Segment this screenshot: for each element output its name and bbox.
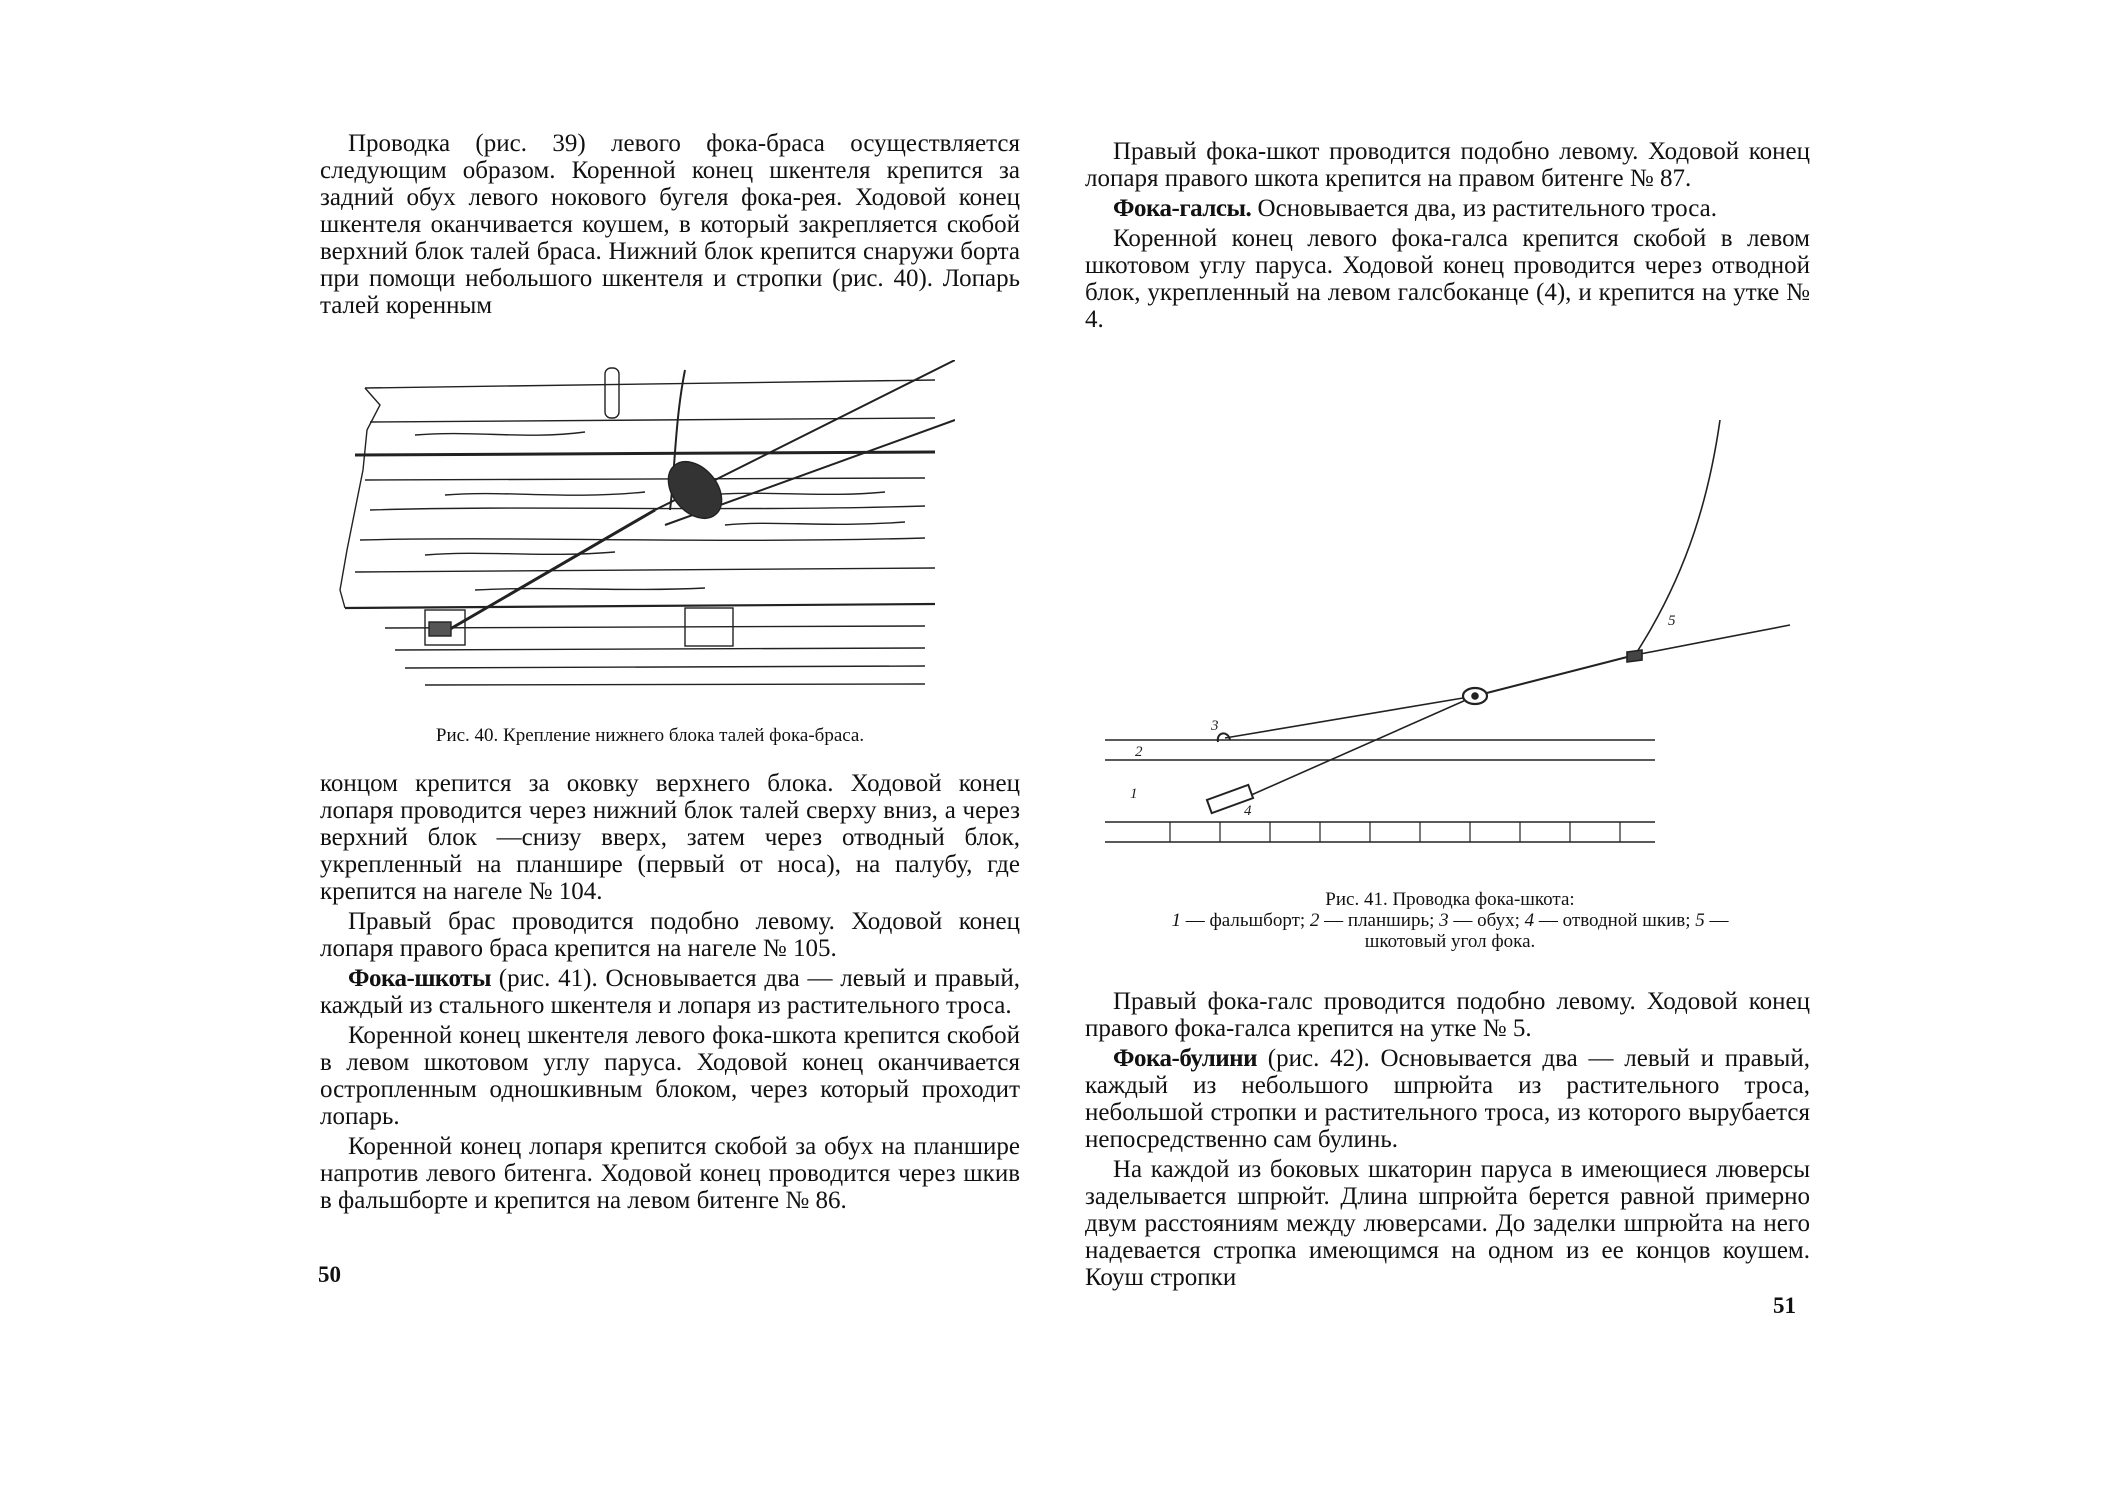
figure41-label-1: 1 [1130, 786, 1138, 802]
legend-num-4: 4 [1524, 910, 1535, 931]
paragraph-foka-shkoty [320, 965, 1020, 1019]
right-page [1085, 138, 1810, 333]
legend-num-1: 1 [1171, 910, 1181, 931]
paragraph-right-shkot: Правый фока-шкот проводится подобно левому. Ходовой конец лопаря правого шкота крепится на правом битенге № 87. [1085, 138, 1810, 192]
legend-text-2: — планширь; [1319, 910, 1440, 931]
figure-40-illustration [325, 360, 955, 700]
term-foka-shkoty: Фока-шкоты [348, 965, 491, 992]
paragraph-korennoy-gals: Коренной конец левого фока-галса крепится скобой в левом шкотовом углу паруса. Ходовой конец проводится через отводной блок, укрепленный на левом галсбоканце (4), и крепится на утке № 4. [1085, 225, 1810, 333]
left-page [320, 130, 1020, 319]
paragraph-foka-galsy [1085, 195, 1810, 222]
legend-text-1: — фальшборт; [1180, 910, 1310, 931]
right-page-number: 51 [1773, 1293, 1796, 1318]
legend-text-5: — шкотовый угол фока. [1364, 910, 1729, 952]
legend-text-3: — обух; [1448, 910, 1525, 931]
paragraph-right-gals: Правый фока-галс проводится подобно левому. Ходовой конец правого фока-галса крепится на утке № 5. [1085, 988, 1810, 1042]
figure-41-caption [1160, 889, 1740, 952]
figure41-label-4: 4 [1244, 803, 1252, 819]
term-foka-bulini: Фока-булини [1113, 1045, 1257, 1072]
figure41-label-3: 3 [1211, 718, 1219, 734]
figure41-label-5: 5 [1668, 613, 1676, 629]
foka-bulini-text: (рис. 42). Основывается два — левый и правый, каждый из небольшого шпрюйта из растительного троса, небольшой стропки и растительного троса, из которого вырубается непосредственно сам булинь. [1085, 1045, 1810, 1153]
paragraph-korennoy-shkentel: Коренной конец шкентеля левого фока-шкота крепится скобой в левом шкотовом углу паруса. Ходовой конец оканчивается остропленным одношкивным блоком, через который проходит лопарь. [320, 1022, 1020, 1130]
legend-num-2: 2 [1309, 910, 1320, 931]
right-page-continued [1085, 988, 1810, 1291]
paragraph-korennoy-lopar: Коренной конец лопаря крепится скобой за обух на планшире напротив левого битенга. Ходовой конец проводится через шкив в фальшборте и крепится на левом битенге № 86. [320, 1133, 1020, 1214]
foka-shkoty-text: (рис. 41). Основывается два — левый и правый, каждый из стального шкентеля и лопаря из растительного троса. [320, 965, 1020, 1019]
paragraph-lopar-continuation: концом крепится за оковку верхнего блока. Ходовой конец лопаря проводится через нижний блок талей сверху вниз, а через верхний блок —снизу вверх, затем через отводный блок, укрепленный на планшире (первый от носа), на палубу, где крепится на нагеле № 104. [320, 770, 1020, 905]
left-page-continued [320, 770, 1020, 1214]
left-page-number: 50 [318, 1262, 341, 1287]
legend-num-5: 5 [1695, 910, 1705, 931]
paragraph-shpryuyt: На каждой из боковых шкаторин паруса в имеющиеся люверсы заделывается шпрюйт. Длина шпрюйта берется равной примерно двум расстояниям между люверсами. До заделки шпрюйта на него надевается стропка имеющимся на одном из ее концов коушем. Коуш стропки [1085, 1156, 1810, 1291]
figure-40-caption: Рис. 40. Крепление нижнего блока талей фока-браса. [435, 725, 865, 746]
figure-41-diagram [1090, 420, 1810, 860]
paragraph-right-bras: Правый брас проводится подобно левому. Ходовой конец лопаря правого браса крепится на нагеле № 105. [320, 908, 1020, 962]
legend-num-3: 3 [1439, 910, 1449, 931]
foka-galsy-text: Основывается два, из растительного троса. [1251, 195, 1717, 222]
figure41-caption-title: Рис. 41. Проводка фока-шкота: [1325, 889, 1575, 910]
paragraph-foka-bulini [1085, 1045, 1810, 1153]
term-foka-galsy: Фока-галсы. [1113, 195, 1252, 222]
paragraph-foka-bras-intro: Проводка (рис. 39) левого фока-браса осуществляется следующим образом. Коренной конец шкентеля крепится за задний обух левого нокового бугеля фока-рея. Ходовой конец шкентеля оканчивается коушем, в который закрепляется скобой верхний блок талей браса. Нижний блок крепится снаружи борта при помощи небольшого шкентеля и стропки (рис. 40). Лопарь талей коренным [320, 130, 1020, 319]
figure41-label-2: 2 [1135, 744, 1143, 760]
figure41-caption-legend [1160, 910, 1740, 952]
legend-text-4: — отводной шкив; [1534, 910, 1696, 931]
